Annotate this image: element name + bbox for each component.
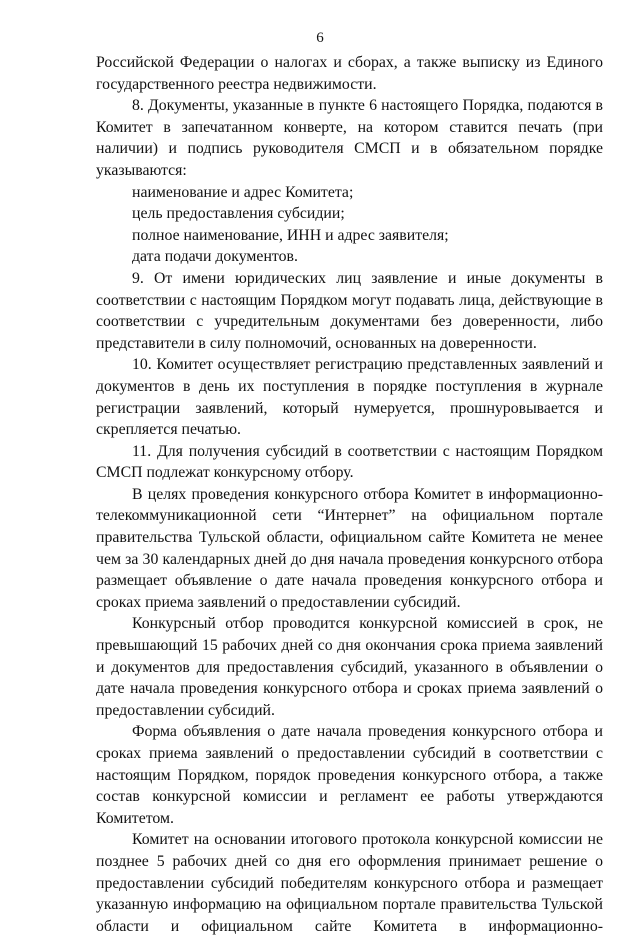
envelope-item-date: дата подачи документов. — [132, 248, 298, 266]
paragraph-8: 8. Документы, указанные в пункте 6 настоящего Порядка, подаются в Комитет в запечатанном конверте, на котором ставится печать (при наличии) и подпись руководителя СМСП и в обязательном порядке указываются: — [96, 97, 603, 179]
paragraph-11-decision: Комитет на основании итогового протокола конкурсной комиссии не позднее 5 рабочих дней со дня его оформления принимает решение о предоставлении субсидий победителям конкурсного отбора и размещает указанную информацию на официальном портале правительства Тульской области и официальном сайте Комитета в информационно- — [96, 831, 603, 935]
paragraph-9: 9. От имени юридических лиц заявление и иные документы в соответствии с настоящим Порядком могут подавать лица, действующие в соответствии с учредительным документами без доверенности, либо представители в силу полномочий, основанных на доверенности. — [96, 269, 603, 352]
document-body — [96, 52, 603, 937]
paragraph-11-commission-term: Конкурсный отбор проводится конкурсной комиссией в срок, не превышающий 15 рабочих дней со дня окончания срока приема заявлений и документов для предоставления субсидий, указанного в объявлении о дате начала проведения конкурсного отбора и сроках приема заявлений о предоставлении субсидий. — [96, 615, 603, 719]
envelope-item-purpose: цель предоставления субсидии; — [132, 205, 345, 223]
paragraph-11-announcement: В целях проведения конкурсного отбора Комитет в информационно-телекоммуникационной сети “Интернет” на официальном портале правительства Тульской области, официальном сайте Комитета не менее чем за 30 календарных дней до дня начала проведения конкурсного отбора размещает объявление о дате начала проведения конкурсного отбора и сроках приема заявлений о предоставлении субсидий. — [96, 485, 603, 611]
paragraph-continuation: Российской Федерации о налогах и сборах, а также выписку из Единого государственного реестра недвижимости. — [96, 54, 603, 93]
paragraph-11: 11. Для получения субсидий в соответствии с настоящим Порядком СМСП подлежат конкурсному отбору. — [96, 442, 603, 482]
paragraph-10: 10. Комитет осуществляет регистрацию представленных заявлений и документов в день их поступления в порядке поступления в журнале регистрации заявлений, который нумеруется, прошнуровывается и скрепляется печатью. — [96, 356, 603, 439]
envelope-item-applicant: полное наименование, ИНН и адрес заявителя; — [132, 226, 449, 244]
paragraph-11-form-approval: Форма объявления о дате начала проведения конкурсного отбора и сроках приема заявлений о предоставлении субсидий в соответствии с настоящим Порядком, порядок проведения конкурсного отбора, а также состав конкурсной комиссии и регламент ее работы утверждаются Комитетом. — [96, 723, 603, 827]
envelope-item-committee: наименование и адрес Комитета; — [132, 183, 354, 201]
page-number: 6 — [316, 30, 324, 46]
